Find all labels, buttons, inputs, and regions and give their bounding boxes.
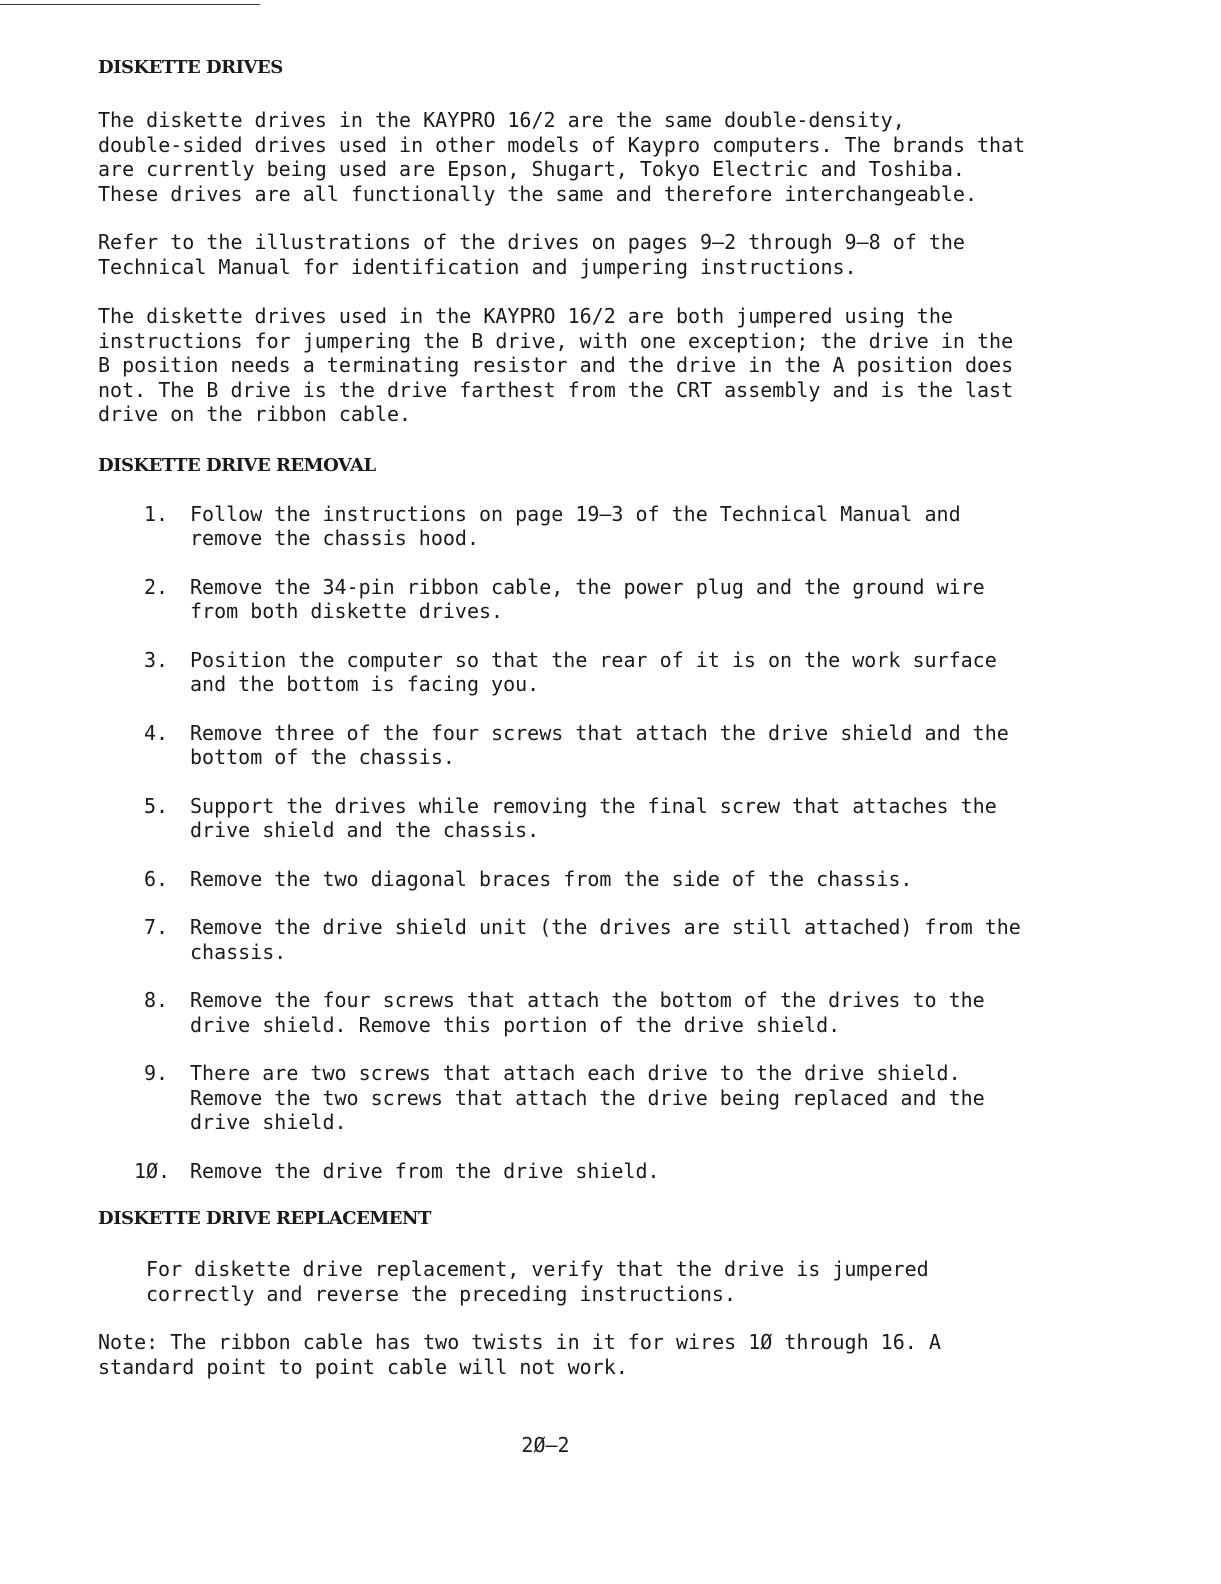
paragraph-replacement: For diskette drive replacement, verify that the drive is jumpered correctly and reverse the preceding instructions.	[146, 1257, 929, 1306]
step-number: 4.	[144, 720, 169, 745]
list-item	[98, 988, 1058, 1037]
step-text: Position the computer so that the rear of it is on the work surface and the bottom is facing you.	[190, 647, 997, 696]
paragraph-drives-jumpering: The diskette drives used in the KAYPRO 16/2 are both jumpered using the instructions for jumpering the B drive, with one exception; the drive in the B position needs a terminating resistor and the drive in the A position does not. The B drive is the drive farthest from the CRT assembly and is the last drive on the ribbon cable.	[98, 304, 1014, 426]
step-text: Remove three of the four screws that attach the drive shield and the bottom of the chassis.	[190, 720, 1009, 769]
step-text: Remove the drive shield unit (the drives are still attached) from the chassis.	[190, 915, 1021, 964]
list-item	[98, 1061, 1058, 1135]
top-edge-line	[0, 4, 260, 5]
step-number: 5.	[144, 793, 169, 818]
step-number: 9.	[144, 1061, 169, 1085]
list-item	[98, 794, 1058, 843]
list-item	[98, 867, 1058, 892]
heading-diskette-drives: DISKETTE DRIVES	[98, 57, 283, 78]
list-item	[98, 915, 1058, 964]
paragraph-drives-illustrations: Refer to the illustrations of the drives on pages 9—2 through 9—8 of the Technical Manual for identification and jumpering instructions.	[98, 230, 965, 279]
step-text: Remove the two diagonal braces from the side of the chassis.	[190, 866, 913, 891]
heading-drive-removal: DISKETTE DRIVE REMOVAL	[98, 454, 376, 476]
list-item	[98, 1159, 1058, 1184]
list-item	[98, 721, 1058, 770]
page-footer	[0, 1433, 1221, 1457]
page-number: 2Ø—2	[521, 1433, 570, 1457]
step-number: 6.	[144, 866, 169, 891]
step-number: 7.	[144, 915, 169, 939]
step-text: Remove the four screws that attach the bottom of the drives to the drive shield. Remove this portion of the drive shield.	[190, 988, 985, 1037]
list-item	[98, 502, 1058, 551]
document-page	[98, 56, 1058, 1379]
step-number: 3.	[144, 647, 169, 672]
step-number: 2.	[144, 574, 169, 599]
step-number: 1Ø.	[134, 1158, 171, 1183]
step-text: Remove the 34-pin ribbon cable, the power plug and the ground wire from both diskette drives.	[190, 574, 985, 623]
list-item	[98, 575, 1058, 624]
note-paragraph: Note: The ribbon cable has two twists in it for wires 1Ø through 16. A standard point to point cable will not work.	[98, 1330, 941, 1379]
step-text: Remove the drive from the drive shield.	[190, 1158, 660, 1183]
step-text: There are two screws that attach each drive to the drive shield. Remove the two screws that attach the drive being replaced and the drive shield.	[190, 1061, 985, 1134]
list-item	[98, 648, 1058, 697]
heading-drive-replacement: DISKETTE DRIVE REPLACEMENT	[98, 1208, 431, 1229]
step-number: 8.	[144, 988, 169, 1012]
removal-steps	[98, 502, 1058, 1184]
step-text: Support the drives while removing the final screw that attaches the drive shield and the chassis.	[190, 793, 997, 842]
paragraph-drives-intro: The diskette drives in the KAYPRO 16/2 are the same double-density, double-sided drives used in other models of Kaypro computers. The brands that are currently being used are Epson, Shugart, Tokyo Electric and Toshiba. These drives are all functionally the same and therefore interchangeable.	[98, 108, 1026, 206]
step-text: Follow the instructions on page 19—3 of the Technical Manual and remove the chassis hood.	[190, 501, 961, 550]
step-number: 1.	[144, 501, 169, 526]
